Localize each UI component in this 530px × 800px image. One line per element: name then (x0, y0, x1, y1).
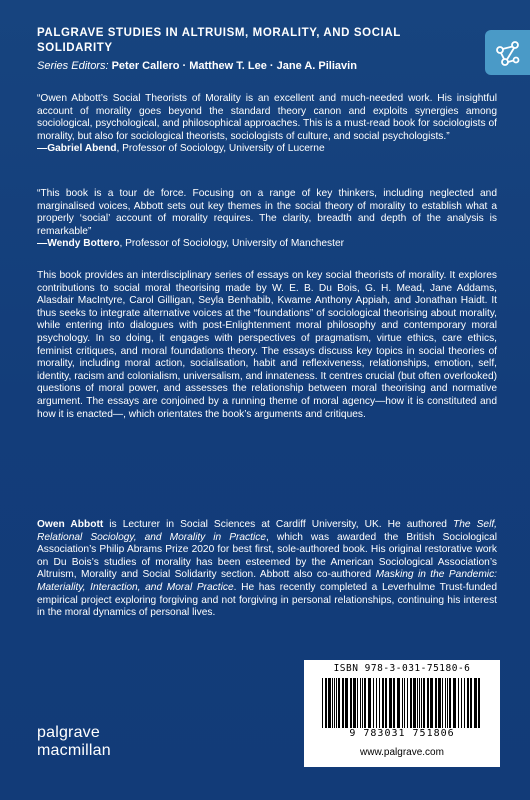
barcode-bar (373, 678, 374, 728)
barcode-bar (368, 678, 371, 728)
barcode-bar (470, 678, 472, 728)
publisher-logo (37, 724, 111, 760)
barcode-bar (360, 678, 361, 728)
series-editors-label: Series Editors: (37, 60, 109, 72)
barcode-bar (336, 678, 337, 728)
barcode-bar (334, 678, 335, 728)
barcode-bar (421, 678, 422, 728)
barcode-bar (430, 678, 433, 728)
series-editors (37, 59, 357, 73)
quote-affiliation: , Professor of Sociology, University of Manchester (119, 238, 345, 250)
bio-text: is Lecturer in Social Sciences at Cardiff University, UK. He authored (103, 519, 453, 530)
barcode-bar (435, 678, 437, 728)
barcode-bar (453, 678, 456, 728)
barcode-bar (350, 678, 352, 728)
quote-attribution (37, 238, 497, 251)
bio-text: . He has recently completed a Leverhulme Trust-funded empirical project exploring forgiving and not forgiving in personal relationships, continuing his interest in the moral dynamics of personal lives. (37, 581, 497, 619)
bio-book-title: Masking in the Pandemic: Materiality, Interaction, and Moral Practice (37, 569, 497, 593)
barcode-bar (404, 678, 405, 728)
barcode-bar (328, 678, 331, 728)
barcode-bar (413, 678, 416, 728)
barcode-bar (338, 678, 340, 728)
barcode-bar (423, 678, 425, 728)
publisher-name-line1: palgrave (37, 724, 100, 741)
series-logo (485, 30, 530, 75)
barcode-bar (419, 678, 420, 728)
barcode-bars (320, 678, 484, 728)
barcode-bar (427, 678, 429, 728)
barcode-bar (322, 678, 323, 728)
barcode-bar (464, 678, 465, 728)
barcode-bar (357, 678, 358, 728)
barcode-bar (410, 678, 412, 728)
quote-author: —Wendy Bottero (37, 238, 120, 250)
isbn-text: ISBN 978-3-031-75180-6 (333, 663, 471, 674)
book-description: This book provides an interdisciplinary series of essays on key social theorists of morality. It explores contributions to social moral theorising made by W. E. B. Du Bois, G. H. Mead, Jane Addams, Alasdair MacIntyre, Carol Gilligan, Seyla Benhabib, Kwame Anthony Appiah, and Jonathan Haidt. It thus seeks to integrate alternative voices at the “foundations” of sociological theorising about morality, while entering into dialogues with post-Enlightenment moral philosophy and contemporary moral psychology. In so doing, it engages with perspectives of pragmatism, virtue ethics, care ethics, feminist critiques, and moral foundations theory. The essays discuss key topics in social theories of morality, including moral action, socialisation, habit and reflexiveness, relationships, emotion, self, identity, racism and colonialism, universalism, and innateness. It centres crucial (but often overlooked) questions of moral power, and assesses the relationship between moral theorising and normative argument. The essays are conjoined by a running theme of moral agency—how it is constituted and how it is enacted—, which orientates the book’s arguments and critiques. (37, 270, 497, 420)
barcode-bar (345, 678, 348, 728)
endorsement-quote (37, 93, 497, 156)
barcode-bar (393, 678, 395, 728)
barcode-bar (445, 678, 446, 728)
barcode-bar (442, 678, 443, 728)
barcode-bar (332, 678, 333, 728)
barcode-bar (342, 678, 344, 728)
barcode-bar (474, 678, 477, 728)
barcode-bar (382, 678, 384, 728)
barcode-bar (458, 678, 459, 728)
barcode-box (304, 660, 500, 767)
barcode-bar (353, 678, 356, 728)
publisher-name-line2: macmillan (37, 742, 111, 759)
barcode-bar (438, 678, 441, 728)
quote-text: “This book is a tour de force. Focusing on a range of key thinkers, including neglected and marginalised voices, Abbott sets out key themes in the social theory of morality to establish what a properly ‘social’ account of morality requires. The clarity, breadth and depth of the analysis is remarkable” (37, 188, 497, 237)
barcode-bar (467, 678, 469, 728)
author-bio (37, 519, 497, 620)
barcode-bar (364, 678, 366, 728)
barcode-number: 9 783031 751806 (349, 728, 455, 739)
barcode-bar (379, 678, 380, 728)
barcode-bar (385, 678, 387, 728)
quote-affiliation: , Professor of Sociology, University of Lucerne (116, 143, 325, 155)
barcode-bar (325, 678, 327, 728)
author-name: Owen Abbott (37, 519, 104, 530)
quote-attribution (37, 143, 497, 156)
barcode-bar (402, 678, 403, 728)
barcode-bar (389, 678, 392, 728)
endorsement-quote (37, 188, 497, 251)
barcode-bar (376, 678, 377, 728)
barcode-bar (407, 678, 408, 728)
barcode-bar (461, 678, 462, 728)
series-editors-names: Peter Callero · Matthew T. Lee · Jane A. Piliavin (111, 60, 357, 72)
barcode-bar (447, 678, 448, 728)
barcode-bar (449, 678, 451, 728)
series-title: PALGRAVE STUDIES IN ALTRUISM, MORALITY, AND SOCIAL SOLIDARITY (37, 27, 401, 54)
barcode-bar (478, 678, 480, 728)
publisher-website: www.palgrave.com (360, 747, 444, 758)
barcode-bar (417, 678, 418, 728)
barcode-bar (362, 678, 363, 728)
quote-text: “Owen Abbott’s Social Theorists of Morality is an excellent and much-needed work. His insightful account of morality goes beyond the standard theory canon and exploits synergies among sociological, psychological, and philosophical approaches. This is a must-read book for sociologists of morality, but also for sociological theorists, sociologists of culture, and social psychologists.” (37, 93, 497, 142)
quote-author: —Gabriel Abend (37, 143, 117, 155)
bio-book-title: The Self, Relational Sociology, and Morality in Practice (37, 519, 497, 543)
barcode-bar (397, 678, 400, 728)
bio-text: , which was awarded the British Sociological Association’s Philip Abrams Prize 2020 for best first, sole-authored book. His original restorative work on Du Bois’s studies of morality has been esteemed by the American Sociological Association’s Altruism, Morality and Social Solidarity section. Abbott also co-authored (37, 531, 498, 581)
network-nodes-icon (493, 38, 523, 68)
